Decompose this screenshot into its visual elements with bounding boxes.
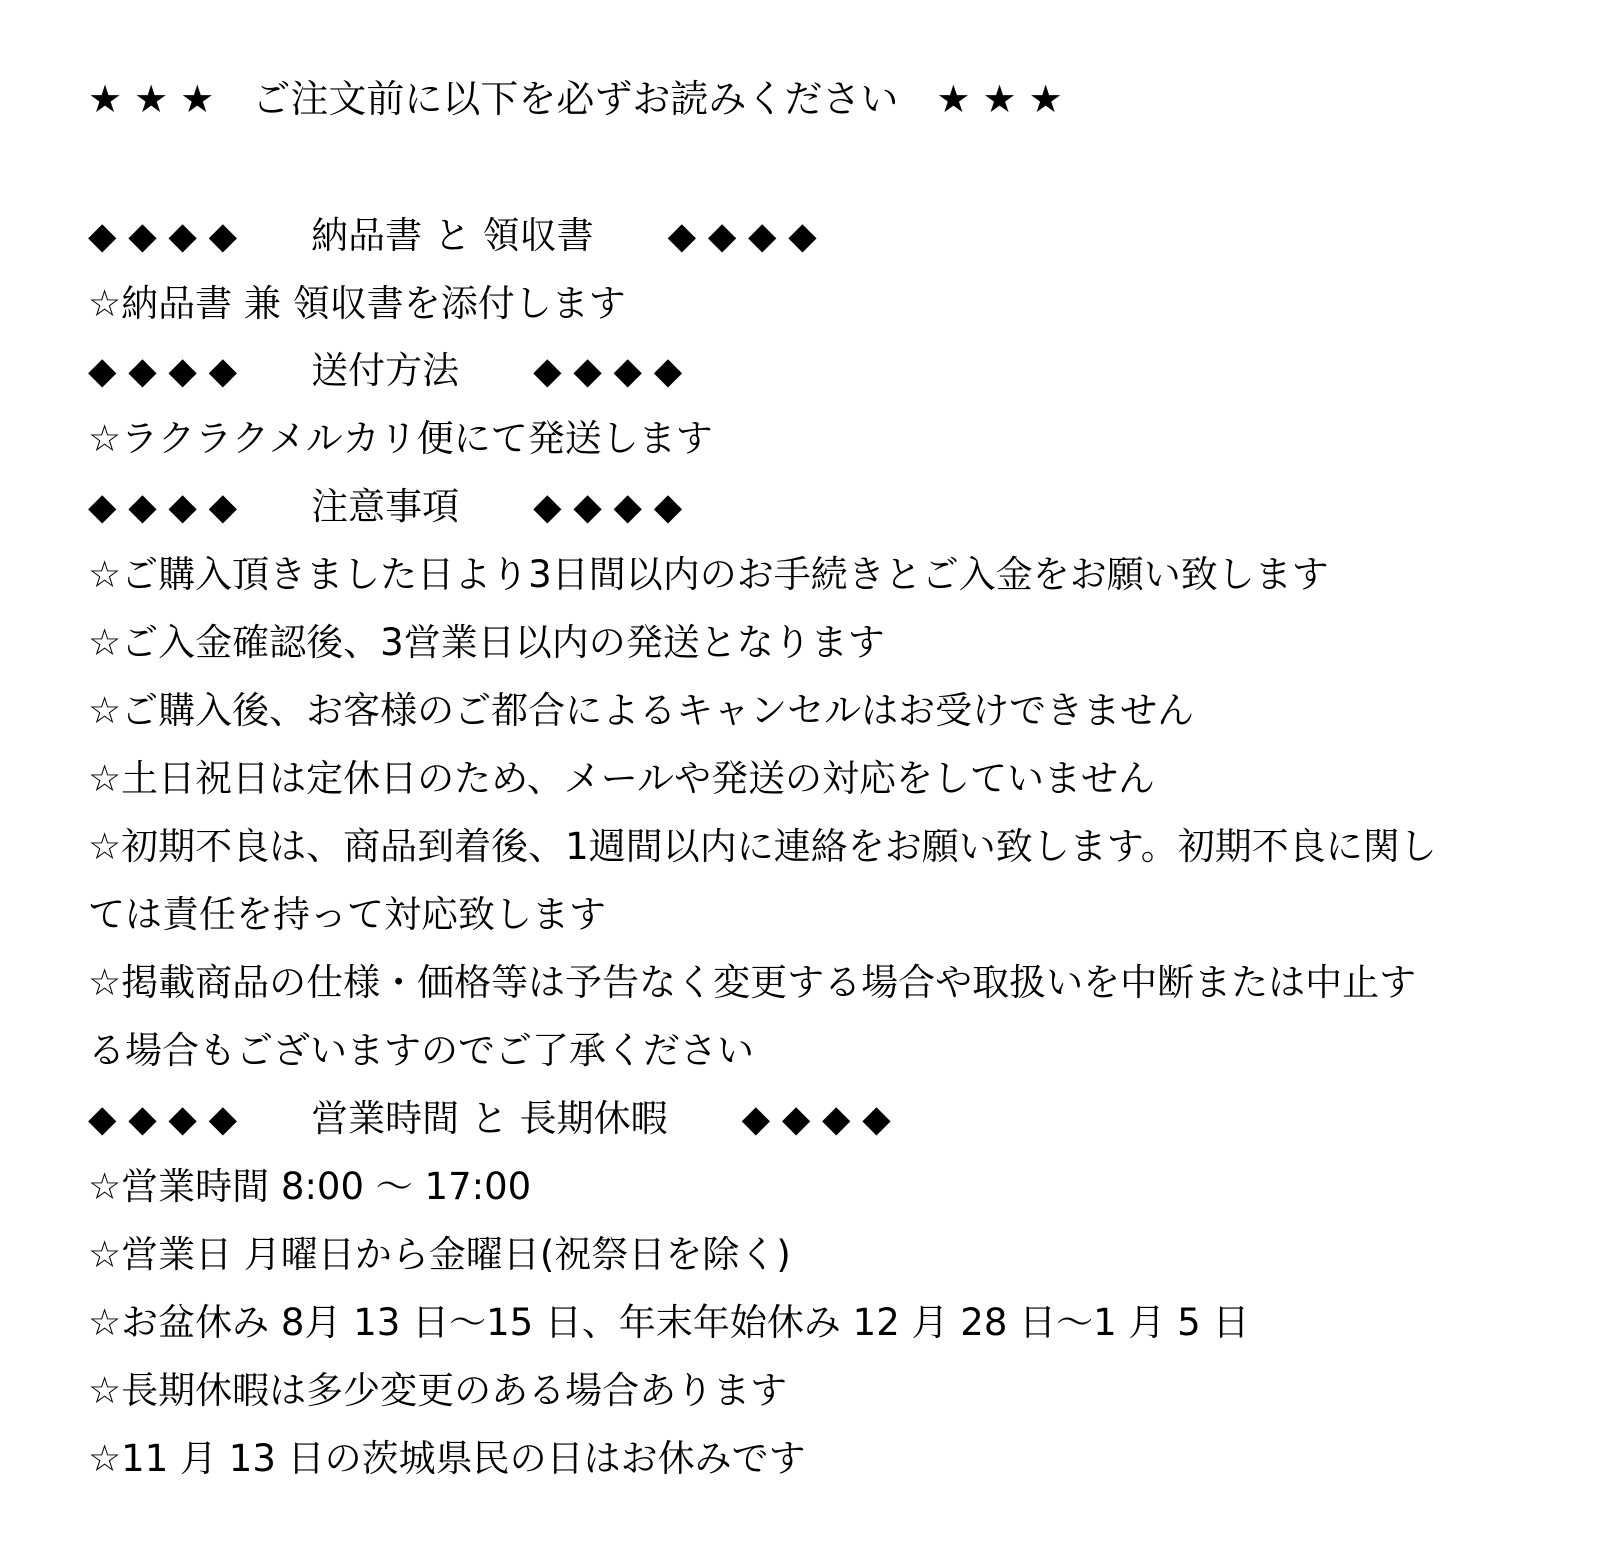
section-heading-business-hours: ◆ ◆ ◆ ◆ 営業時間 と 長期休暇 ◆ ◆ ◆ ◆ [88,1097,891,1140]
text-line-holiday-periods: ☆お盆休み 8月 13 日～15 日、年末年始休み 12 月 28 日～1 月 5 日 [88,1301,1250,1344]
text-line-holidays-closed: ☆土日祝日は定休日のため、メールや発送の対応をしていません [88,757,1155,800]
text-line-initial-defect-continued: ては責任を持って対応致します [88,893,606,936]
text-line-holiday-changes: ☆長期休暇は多少変更のある場合あります [88,1369,788,1412]
text-line-business-hours: ☆営業時間 8:00 ～ 17:00 [88,1165,532,1208]
text-line-no-cancellation: ☆ご購入後、お客様のご都合によるキャンセルはお受けできません [88,689,1195,732]
text-line-shipping-after-payment: ☆ご入金確認後、3営業日以内の発送となります [88,621,885,664]
text-line-initial-defect: ☆初期不良は、商品到着後、1週間以内に連絡をお願い致します。初期不良に関し [88,825,1437,868]
text-line-specification-change-continued: る場合もございますのでご了承ください [88,1029,754,1072]
document-title: ★ ★ ★ ご注文前に以下を必ずお読みください ★ ★ ★ [88,77,1063,121]
text-line-payment-deadline: ☆ご購入頂きました日より3日間以内のお手続きとご入金をお願い致します [88,553,1329,596]
text-line-prefecture-day: ☆11 月 13 日の茨城県民の日はお休みです [88,1437,806,1480]
section-heading-shipping-method: ◆ ◆ ◆ ◆ 送付方法 ◆ ◆ ◆ ◆ [88,349,683,392]
text-line-business-days: ☆営業日 月曜日から金曜日(祝祭日を除く) [88,1233,791,1276]
text-line-shipping-method: ☆ラクラクメルカリ便にて発送します [88,417,713,460]
section-heading-invoice-receipt: ◆ ◆ ◆ ◆ 納品書 と 領収書 ◆ ◆ ◆ ◆ [88,214,817,257]
text-line-specification-change: ☆掲載商品の仕様・価格等は予告なく変更する場合や取扱いを中断または中止す [88,961,1417,1004]
text-line-invoice-receipt: ☆納品書 兼 領収書を添付します [88,282,626,325]
section-heading-notes: ◆ ◆ ◆ ◆ 注意事項 ◆ ◆ ◆ ◆ [88,485,683,528]
